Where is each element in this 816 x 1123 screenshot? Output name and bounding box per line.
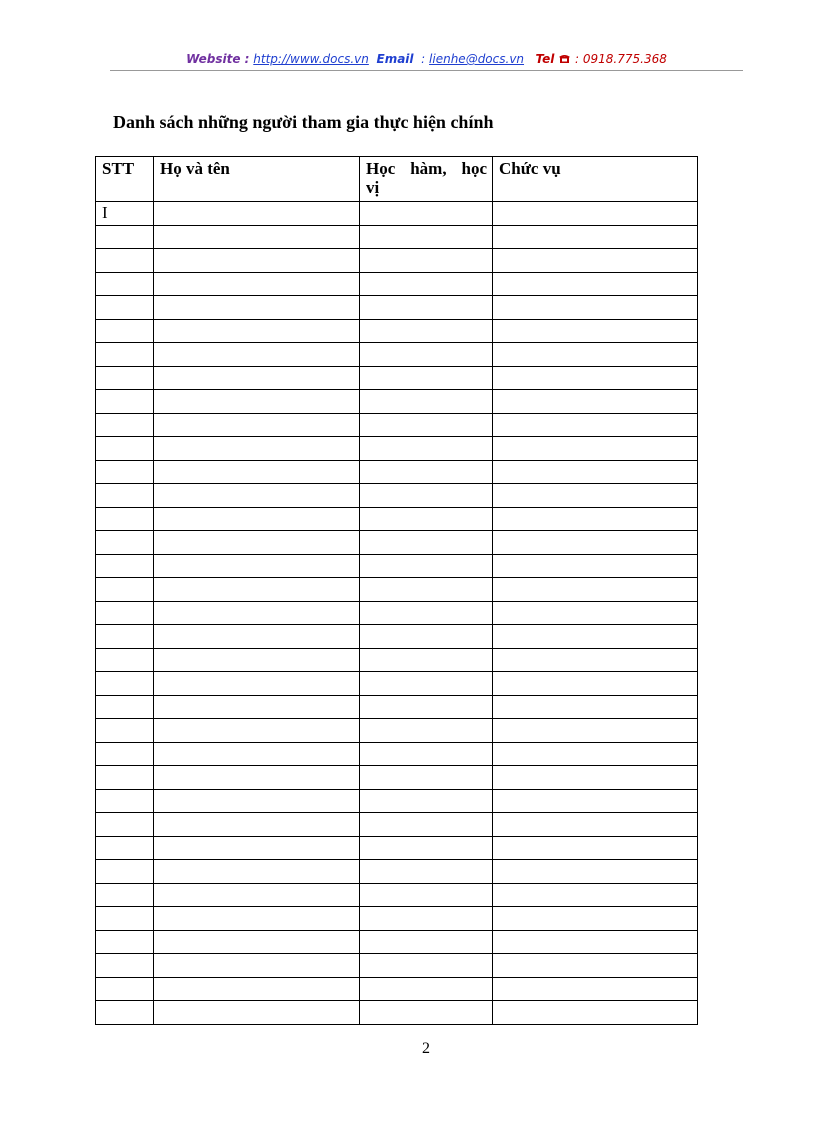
cell-stt[interactable] xyxy=(96,672,154,696)
cell-stt[interactable] xyxy=(96,601,154,625)
cell-academic-rank[interactable] xyxy=(360,366,493,390)
header-academic-rank-line1: Học hàm, học xyxy=(366,159,487,178)
table-row xyxy=(96,390,698,414)
cell-position[interactable] xyxy=(493,554,698,578)
cell-position[interactable] xyxy=(493,460,698,484)
table-row xyxy=(96,413,698,437)
cell-full-name[interactable] xyxy=(154,578,360,602)
table-row xyxy=(96,813,698,837)
cell-position[interactable] xyxy=(493,625,698,649)
cell-academic-rank[interactable] xyxy=(360,648,493,672)
cell-full-name[interactable] xyxy=(154,272,360,296)
cell-academic-rank[interactable] xyxy=(360,437,493,461)
cell-position[interactable] xyxy=(493,766,698,790)
table-row xyxy=(96,977,698,1001)
cell-academic-rank[interactable] xyxy=(360,860,493,884)
website-link[interactable]: http://www.docs.vn xyxy=(253,52,369,66)
cell-full-name[interactable] xyxy=(154,484,360,508)
table-row xyxy=(96,789,698,813)
cell-academic-rank[interactable] xyxy=(360,390,493,414)
cell-academic-rank[interactable] xyxy=(360,272,493,296)
cell-stt[interactable] xyxy=(96,977,154,1001)
cell-full-name[interactable] xyxy=(154,413,360,437)
cell-academic-rank[interactable] xyxy=(360,672,493,696)
cell-full-name[interactable] xyxy=(154,366,360,390)
cell-position[interactable] xyxy=(493,813,698,837)
table-row xyxy=(96,225,698,249)
cell-full-name[interactable] xyxy=(154,554,360,578)
cell-full-name[interactable] xyxy=(154,202,360,226)
cell-stt[interactable] xyxy=(96,413,154,437)
table-row xyxy=(96,366,698,390)
cell-full-name[interactable] xyxy=(154,390,360,414)
cell-position[interactable] xyxy=(493,390,698,414)
cell-full-name[interactable] xyxy=(154,883,360,907)
page-number: 2 xyxy=(422,1040,430,1057)
cell-stt[interactable] xyxy=(96,531,154,555)
cell-stt[interactable] xyxy=(96,272,154,296)
cell-academic-rank[interactable] xyxy=(360,531,493,555)
cell-stt[interactable]: I xyxy=(96,202,154,226)
table-row xyxy=(96,296,698,320)
cell-full-name[interactable] xyxy=(154,296,360,320)
cell-academic-rank[interactable] xyxy=(360,719,493,743)
cell-stt[interactable] xyxy=(96,249,154,273)
table-row xyxy=(96,437,698,461)
cell-position[interactable] xyxy=(493,413,698,437)
cell-stt[interactable] xyxy=(96,789,154,813)
table-row xyxy=(96,578,698,602)
website-label: Website : xyxy=(186,52,250,66)
cell-position[interactable] xyxy=(493,225,698,249)
cell-position[interactable] xyxy=(493,672,698,696)
header-academic-rank-line2: vị xyxy=(366,178,380,197)
cell-full-name[interactable] xyxy=(154,954,360,978)
cell-stt[interactable] xyxy=(96,766,154,790)
cell-full-name[interactable] xyxy=(154,695,360,719)
cell-position[interactable] xyxy=(493,437,698,461)
cell-position[interactable] xyxy=(493,272,698,296)
cell-full-name[interactable] xyxy=(154,789,360,813)
cell-position[interactable] xyxy=(493,531,698,555)
cell-stt[interactable] xyxy=(96,813,154,837)
table-row xyxy=(96,860,698,884)
table-body xyxy=(96,202,698,1025)
cell-position[interactable] xyxy=(493,695,698,719)
cell-stt[interactable] xyxy=(96,319,154,343)
table-row xyxy=(96,319,698,343)
cell-stt[interactable] xyxy=(96,578,154,602)
cell-position[interactable] xyxy=(493,484,698,508)
cell-full-name[interactable] xyxy=(154,625,360,649)
email-link[interactable]: lienhe@docs.vn xyxy=(429,52,525,66)
cell-academic-rank[interactable] xyxy=(360,930,493,954)
cell-academic-rank[interactable] xyxy=(360,554,493,578)
cell-academic-rank[interactable] xyxy=(360,484,493,508)
cell-position[interactable] xyxy=(493,648,698,672)
cell-full-name[interactable] xyxy=(154,460,360,484)
cell-position[interactable] xyxy=(493,719,698,743)
table-header-row xyxy=(96,157,698,202)
table-row xyxy=(96,907,698,931)
cell-stt[interactable] xyxy=(96,954,154,978)
header-stt: STT xyxy=(96,157,154,202)
cell-academic-rank[interactable] xyxy=(360,601,493,625)
cell-full-name[interactable] xyxy=(154,860,360,884)
cell-position[interactable] xyxy=(493,296,698,320)
cell-position[interactable] xyxy=(493,578,698,602)
cell-academic-rank[interactable] xyxy=(360,296,493,320)
cell-academic-rank[interactable] xyxy=(360,1001,493,1025)
cell-stt[interactable] xyxy=(96,366,154,390)
cell-position[interactable] xyxy=(493,202,698,226)
cell-position[interactable] xyxy=(493,907,698,931)
cell-position[interactable] xyxy=(493,601,698,625)
cell-stt[interactable] xyxy=(96,225,154,249)
table-row xyxy=(96,742,698,766)
cell-full-name[interactable] xyxy=(154,1001,360,1025)
table-row xyxy=(96,695,698,719)
cell-academic-rank[interactable] xyxy=(360,695,493,719)
cell-full-name[interactable] xyxy=(154,813,360,837)
cell-stt[interactable] xyxy=(96,883,154,907)
cell-stt[interactable] xyxy=(96,930,154,954)
table-row xyxy=(96,836,698,860)
header-academic-rank xyxy=(360,157,493,202)
cell-academic-rank[interactable] xyxy=(360,813,493,837)
cell-stt[interactable] xyxy=(96,343,154,367)
cell-academic-rank[interactable] xyxy=(360,343,493,367)
cell-stt[interactable] xyxy=(96,390,154,414)
cell-full-name[interactable] xyxy=(154,507,360,531)
participants-table xyxy=(95,156,698,1025)
cell-stt[interactable] xyxy=(96,860,154,884)
cell-stt[interactable] xyxy=(96,460,154,484)
cell-stt[interactable] xyxy=(96,296,154,320)
table-row xyxy=(96,625,698,649)
cell-position[interactable] xyxy=(493,249,698,273)
cell-academic-rank[interactable] xyxy=(360,319,493,343)
cell-position[interactable] xyxy=(493,883,698,907)
cell-full-name[interactable] xyxy=(154,249,360,273)
cell-stt[interactable] xyxy=(96,836,154,860)
header-full-name: Họ và tên xyxy=(154,157,360,202)
table-row xyxy=(96,883,698,907)
cell-stt[interactable] xyxy=(96,719,154,743)
cell-full-name[interactable] xyxy=(154,766,360,790)
table-row xyxy=(96,1001,698,1025)
table-row xyxy=(96,531,698,555)
cell-position[interactable] xyxy=(493,742,698,766)
cell-full-name[interactable] xyxy=(154,648,360,672)
cell-academic-rank[interactable] xyxy=(360,225,493,249)
cell-full-name[interactable] xyxy=(154,601,360,625)
cell-academic-rank[interactable] xyxy=(360,836,493,860)
cell-position[interactable] xyxy=(493,860,698,884)
cell-full-name[interactable] xyxy=(154,977,360,1001)
table-row xyxy=(96,648,698,672)
cell-full-name[interactable] xyxy=(154,319,360,343)
cell-full-name[interactable] xyxy=(154,225,360,249)
table-row xyxy=(96,249,698,273)
cell-academic-rank[interactable] xyxy=(360,907,493,931)
cell-stt[interactable] xyxy=(96,907,154,931)
cell-academic-rank[interactable] xyxy=(360,413,493,437)
cell-academic-rank[interactable] xyxy=(360,742,493,766)
cell-stt[interactable] xyxy=(96,695,154,719)
cell-full-name[interactable] xyxy=(154,836,360,860)
cell-full-name[interactable] xyxy=(154,437,360,461)
cell-stt[interactable] xyxy=(96,625,154,649)
cell-full-name[interactable] xyxy=(154,907,360,931)
tel-value: : 0918.775.368 xyxy=(575,52,667,66)
cell-position[interactable] xyxy=(493,1001,698,1025)
telephone-icon xyxy=(559,51,570,61)
table-row xyxy=(96,954,698,978)
cell-academic-rank[interactable] xyxy=(360,625,493,649)
table-row xyxy=(96,672,698,696)
table-row xyxy=(96,507,698,531)
cell-position[interactable] xyxy=(493,366,698,390)
table-row xyxy=(96,930,698,954)
cell-full-name[interactable] xyxy=(154,719,360,743)
cell-academic-rank[interactable] xyxy=(360,507,493,531)
cell-academic-rank[interactable] xyxy=(360,578,493,602)
cell-full-name[interactable] xyxy=(154,531,360,555)
cell-position[interactable] xyxy=(493,954,698,978)
table-row xyxy=(96,484,698,508)
cell-stt[interactable] xyxy=(96,742,154,766)
table-row xyxy=(96,202,698,226)
cell-stt[interactable] xyxy=(96,1001,154,1025)
cell-stt[interactable] xyxy=(96,648,154,672)
table-row xyxy=(96,343,698,367)
cell-stt[interactable] xyxy=(96,507,154,531)
table-row xyxy=(96,766,698,790)
cell-full-name[interactable] xyxy=(154,343,360,367)
table-row xyxy=(96,601,698,625)
table-row xyxy=(96,719,698,743)
header-position: Chức vụ xyxy=(493,157,698,202)
table-row xyxy=(96,272,698,296)
cell-full-name[interactable] xyxy=(154,930,360,954)
cell-position[interactable] xyxy=(493,977,698,1001)
cell-position[interactable] xyxy=(493,343,698,367)
table-row xyxy=(96,554,698,578)
cell-academic-rank[interactable] xyxy=(360,977,493,1001)
cell-academic-rank[interactable] xyxy=(360,789,493,813)
cell-position[interactable] xyxy=(493,319,698,343)
cell-academic-rank[interactable] xyxy=(360,202,493,226)
cell-academic-rank[interactable] xyxy=(360,766,493,790)
cell-academic-rank[interactable] xyxy=(360,954,493,978)
document-title: Danh sách những người tham gia thực hiện chính xyxy=(113,112,494,132)
cell-academic-rank[interactable] xyxy=(360,883,493,907)
email-separator: : xyxy=(421,52,426,66)
email-label: Email xyxy=(376,52,414,66)
cell-academic-rank[interactable] xyxy=(360,460,493,484)
cell-full-name[interactable] xyxy=(154,672,360,696)
cell-position[interactable] xyxy=(493,789,698,813)
cell-stt[interactable] xyxy=(96,437,154,461)
tel-label: Tel xyxy=(535,52,555,66)
cell-position[interactable] xyxy=(493,507,698,531)
table-row xyxy=(96,460,698,484)
cell-full-name[interactable] xyxy=(154,742,360,766)
cell-stt[interactable] xyxy=(96,554,154,578)
cell-academic-rank[interactable] xyxy=(360,249,493,273)
cell-stt[interactable] xyxy=(96,484,154,508)
cell-position[interactable] xyxy=(493,836,698,860)
page-header xyxy=(110,50,743,71)
cell-position[interactable] xyxy=(493,930,698,954)
